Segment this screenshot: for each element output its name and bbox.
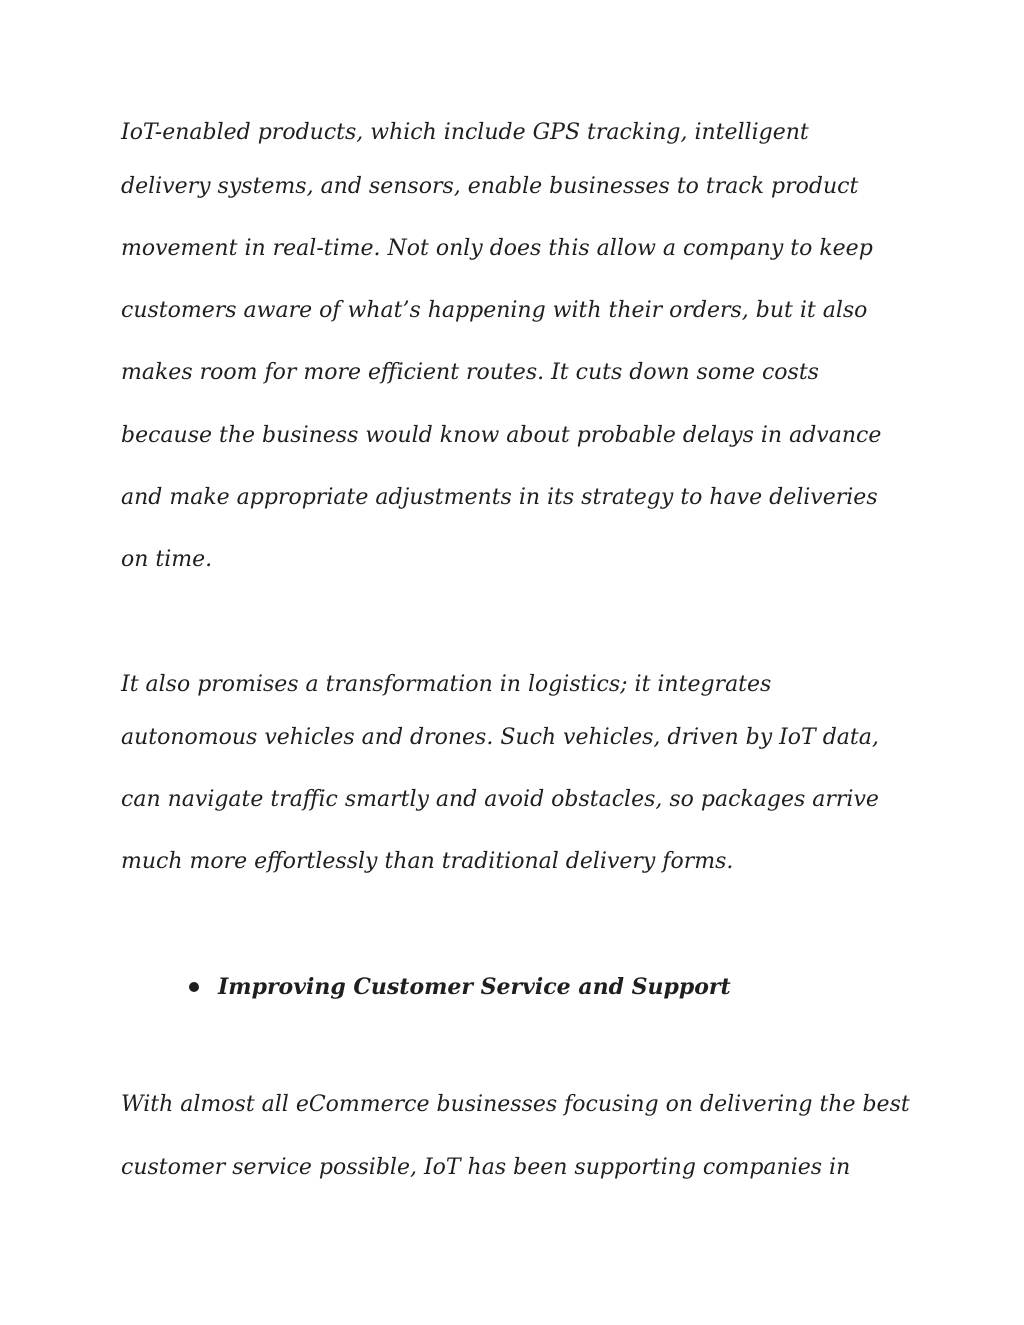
paragraph-line: on time. (121, 547, 213, 572)
paragraph-line: IoT-enabled products, which include GPS tracking, intelligent (121, 120, 809, 145)
section-heading: Improving Customer Service and Support (218, 974, 731, 1000)
paragraph-line: much more effortlessly than traditional delivery forms. (121, 849, 734, 874)
paragraph-line: because the business would know about probable delays in advance (121, 423, 882, 448)
paragraph-line: customers aware of what’s happening with their orders, but it also (121, 298, 868, 323)
paragraph-line: customer service possible, IoT has been supporting companies in (121, 1155, 851, 1180)
paragraph-line: delivery systems, and sensors, enable businesses to track product (121, 174, 859, 199)
section-heading-bullet (189, 976, 731, 998)
paragraph-line: movement in real-time. Not only does this allow a company to keep (121, 236, 873, 261)
paragraph-line: can navigate traffic smartly and avoid obstacles, so packages arrive (121, 787, 879, 812)
paragraph-line: It also promises a transformation in logistics; it integrates (121, 672, 772, 697)
paragraph-line: autonomous vehicles and drones. Such vehicles, driven by IoT data, (121, 725, 879, 750)
paragraph-line: and make appropriate adjustments in its strategy to have deliveries (121, 485, 878, 510)
bullet-icon (189, 982, 199, 992)
paragraph-line: makes room for more efficient routes. It cuts down some costs (121, 360, 819, 385)
paragraph-line: With almost all eCommerce businesses focusing on delivering the best (121, 1092, 910, 1117)
